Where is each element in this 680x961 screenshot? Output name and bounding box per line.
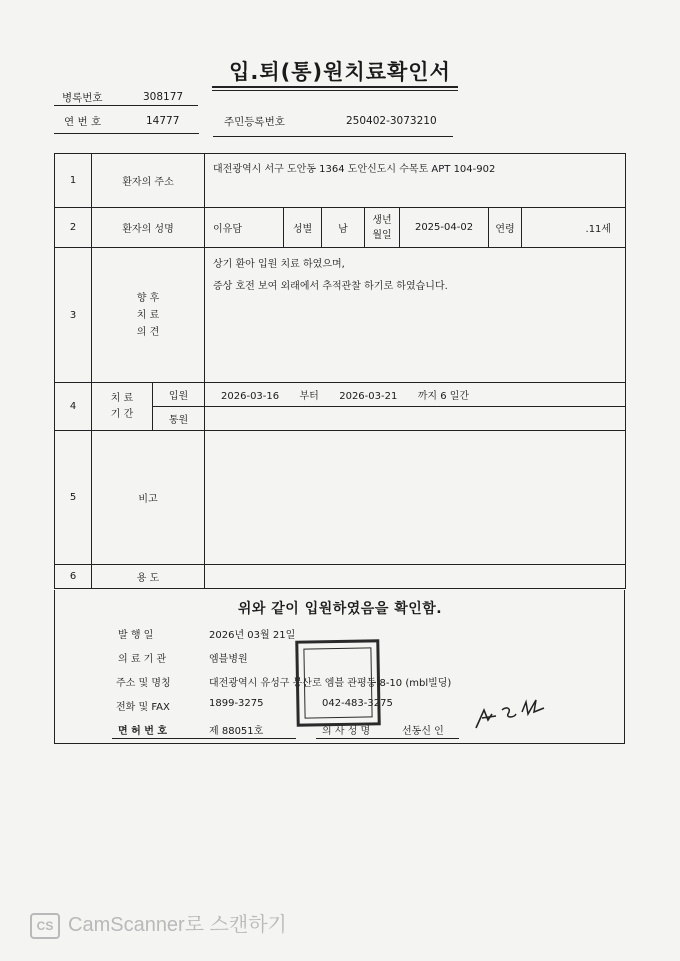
inpatient-label: 입원 xyxy=(153,383,205,407)
remarks-value xyxy=(205,431,626,565)
license-label: 면 허 번 호 xyxy=(118,726,168,737)
age-value: .11세 xyxy=(522,208,626,248)
from-text: 부터 xyxy=(299,391,319,402)
serial-number-value: 14777 xyxy=(146,115,180,127)
opinion-label-line2: 치 료 xyxy=(136,309,160,321)
doctor-signature xyxy=(470,690,550,736)
purpose-label: 용 도 xyxy=(92,565,205,589)
until-text: 까지 6 일간 xyxy=(417,391,470,402)
confirmation-statement: 위와 같이 입원하였음을 확인함. xyxy=(237,601,443,617)
outpatient-period xyxy=(205,407,626,431)
table-row xyxy=(55,431,626,565)
period-label-line2: 기 간 xyxy=(110,408,134,420)
issue-date-label: 발 행 일 xyxy=(118,630,154,641)
hospital-seal xyxy=(295,639,380,726)
doctor-name-label: 의 사 성 명 xyxy=(322,726,371,737)
period-label xyxy=(92,383,153,431)
address-name-label: 주소 및 명칭 xyxy=(116,678,171,689)
age-label: 연령 xyxy=(489,208,522,248)
phone-value: 1899-3275 xyxy=(209,698,264,709)
birth-label xyxy=(365,208,400,248)
title-underline-thin xyxy=(212,90,458,91)
serial-underline xyxy=(54,133,199,134)
birth-label-line1: 생년 xyxy=(372,214,392,226)
table-row xyxy=(55,248,626,383)
resident-underline xyxy=(213,136,453,137)
table-row xyxy=(55,154,626,208)
start-date: 2026-03-16 xyxy=(221,391,280,402)
fax-value: 042-483-3275 xyxy=(322,698,393,709)
camscanner-logo-icon: CS xyxy=(30,913,60,939)
sex-value: 남 xyxy=(322,208,365,248)
watermark-text: CamScanner로 스캔하기 xyxy=(68,914,287,936)
opinion-line2: 증상 호전 보여 외래에서 추적관찰 하기로 하였습니다. xyxy=(213,281,448,292)
period-label-line1: 치 료 xyxy=(110,392,134,404)
doctor-underline xyxy=(316,738,459,739)
opinion-text xyxy=(205,248,626,383)
address-label: 환자의 주소 xyxy=(92,154,205,208)
license-underline xyxy=(112,738,296,739)
issue-date-value: 2026년 03월 21일 xyxy=(209,630,296,641)
doctor-name-value: 선동신 인 xyxy=(402,726,444,737)
row-number: 6 xyxy=(55,565,92,589)
institution-label: 의 료 기 관 xyxy=(118,654,167,665)
resident-number-label: 주민등록번호 xyxy=(224,116,285,128)
institution-value: 엠블병원 xyxy=(209,654,248,665)
record-number-label: 병록번호 xyxy=(62,92,103,104)
birth-date: 2025-04-02 xyxy=(400,208,489,248)
institution-address: 대전광역시 유성구 봉산로 엠블 관평동 8-10 (mbl빌딩) xyxy=(209,678,452,689)
address-value: 대전광역시 서구 도안동 1364 도안신도시 수목토 APT 104-902 xyxy=(205,154,626,208)
row-number: 1 xyxy=(55,154,92,208)
table-row xyxy=(55,565,626,589)
patient-name: 이유담 xyxy=(205,208,284,248)
opinion-label-line3: 의 견 xyxy=(136,326,160,338)
record-number-value: 308177 xyxy=(143,91,184,103)
opinion-label xyxy=(92,248,205,383)
opinion-line1: 상기 환아 입원 치료 하였으며, xyxy=(213,259,345,270)
end-date: 2026-03-21 xyxy=(339,391,398,402)
serial-number-label: 연 번 호 xyxy=(64,116,102,128)
outpatient-label: 통원 xyxy=(153,407,205,431)
scanner-watermark xyxy=(30,908,287,939)
table-row xyxy=(55,383,626,407)
record-number-underline xyxy=(54,105,198,106)
row-number: 5 xyxy=(55,431,92,565)
remarks-label: 비고 xyxy=(92,431,205,565)
document-title: 입.퇴(통)원치료확인서 xyxy=(229,60,451,84)
purpose-value xyxy=(205,565,626,589)
license-value: 제 88051호 xyxy=(209,726,264,737)
name-label: 환자의 성명 xyxy=(92,208,205,248)
birth-label-line2: 월일 xyxy=(372,229,392,241)
treatment-table xyxy=(54,153,626,589)
row-number: 4 xyxy=(55,383,92,431)
table-row xyxy=(55,208,626,248)
phone-fax-label: 전화 및 FAX xyxy=(116,702,170,713)
title-underline xyxy=(212,86,458,88)
resident-number-value: 250402-3073210 xyxy=(346,115,437,127)
sex-label: 성별 xyxy=(284,208,322,248)
opinion-label-line1: 향 후 xyxy=(136,292,160,304)
inpatient-period xyxy=(205,383,626,407)
row-number: 3 xyxy=(55,248,92,383)
row-number: 2 xyxy=(55,208,92,248)
seal-inner-border xyxy=(303,647,372,718)
